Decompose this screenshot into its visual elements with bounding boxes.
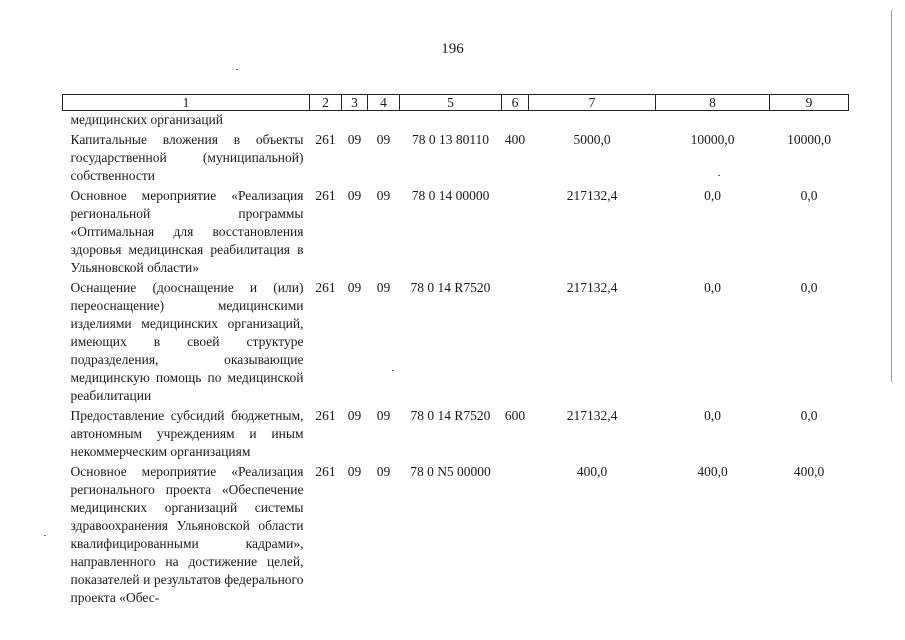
cell-csr: 78 0 14 00000 (411, 188, 490, 203)
cell-csr: 78 0 14 R7520 (410, 280, 491, 295)
column-header: 8 (656, 95, 770, 111)
row-name: Основное мероприятие «Реализация региональной программы «Оптимальная для восстановления здоровья медицинская реабилитация в Ульяновской области» (70, 188, 304, 275)
cell-year1: 217132,4 (566, 280, 618, 295)
cell-year3: 400,0 (793, 464, 825, 479)
cell-csr: 78 0 14 R7520 (410, 408, 491, 423)
scan-edge-line (891, 10, 892, 382)
cell-csr (400, 111, 502, 130)
cell-ved (310, 111, 342, 130)
cell-vr (502, 185, 529, 277)
cell-ved: 261 (315, 188, 336, 203)
column-header: 1 (63, 95, 310, 111)
column-header: 9 (770, 95, 849, 111)
cell-year2: 400,0 (697, 464, 728, 479)
budget-table (62, 94, 849, 607)
cell-pr: 09 (376, 132, 391, 147)
page-number: 196 (441, 41, 464, 57)
cell-csr: 78 0 N5 00000 (410, 464, 491, 479)
table-row (63, 405, 849, 461)
cell-pr: 09 (376, 188, 391, 203)
cell-csr: 78 0 13 80110 (411, 132, 490, 147)
column-header: 3 (342, 95, 368, 111)
table-row (63, 277, 849, 405)
column-header: 4 (368, 95, 400, 111)
row-name: Основное мероприятие «Реализация регионального проекта «Обеспечение медицинских организаций системы здравоохранения Ульяновской области квалифицированными кадрами», направленного на достижение целей, показателей и результатов федерального проекта «Обес- (70, 464, 304, 605)
cell-year2 (656, 111, 770, 130)
cell-year1: 5000,0 (573, 132, 611, 147)
cell-vr: 400 (504, 132, 526, 147)
column-header: 5 (400, 95, 502, 111)
column-header: 7 (529, 95, 656, 111)
column-header: 2 (310, 95, 342, 111)
cell-ved: 261 (315, 280, 336, 295)
cell-vr (502, 277, 529, 405)
cell-year3: 0,0 (800, 188, 818, 203)
cell-pr (368, 111, 400, 130)
cell-year2: 0,0 (704, 408, 721, 423)
row-name: Капитальные вложения в объекты государственной (муниципальной) собственности (70, 132, 304, 183)
table-row (63, 129, 849, 185)
column-header: 6 (502, 95, 529, 111)
cell-year2: 0,0 (704, 188, 721, 203)
cell-vr: 600 (504, 408, 526, 423)
cell-year3: 10000,0 (787, 132, 831, 147)
cell-year3: 0,0 (800, 280, 818, 295)
cell-year1: 217132,4 (566, 188, 618, 203)
cell-year1: 400,0 (576, 464, 608, 479)
column-number-row (63, 95, 849, 111)
cell-pr: 09 (376, 280, 391, 295)
cell-vr (502, 111, 529, 130)
table-row (63, 185, 849, 277)
cell-ved: 261 (315, 464, 336, 479)
scan-speck (236, 69, 238, 70)
cell-year3 (770, 111, 849, 130)
cell-pr: 09 (376, 408, 391, 423)
table-row (63, 461, 849, 607)
cell-year1 (529, 111, 656, 130)
row-name: медицинских организаций (70, 112, 224, 127)
cell-ved: 261 (315, 132, 336, 147)
cell-rz: 09 (347, 464, 362, 479)
cell-pr: 09 (376, 464, 391, 479)
cell-year1: 217132,4 (566, 408, 618, 423)
scan-speck (44, 535, 46, 536)
cell-rz: 09 (347, 280, 362, 295)
table-row (63, 111, 849, 130)
row-name: Предоставление субсидий бюджетным, автономным учреждениям и иным некоммерческим организациям (70, 408, 304, 459)
cell-rz: 09 (347, 188, 362, 203)
cell-year2: 10000,0 (690, 132, 735, 147)
cell-rz: 09 (347, 132, 362, 147)
row-name: Оснащение (дооснащение и (или) переоснащение) медицинскими изделиями медицинских организаций, имеющих в своей структуре подразделения, оказывающие медицинскую помощь по медицинской реабилитации (70, 280, 304, 403)
cell-rz (342, 111, 368, 130)
cell-vr (502, 461, 529, 607)
cell-year3: 0,0 (800, 408, 818, 423)
cell-rz: 09 (347, 408, 362, 423)
cell-ved: 261 (315, 408, 336, 423)
cell-year2: 0,0 (704, 280, 721, 295)
